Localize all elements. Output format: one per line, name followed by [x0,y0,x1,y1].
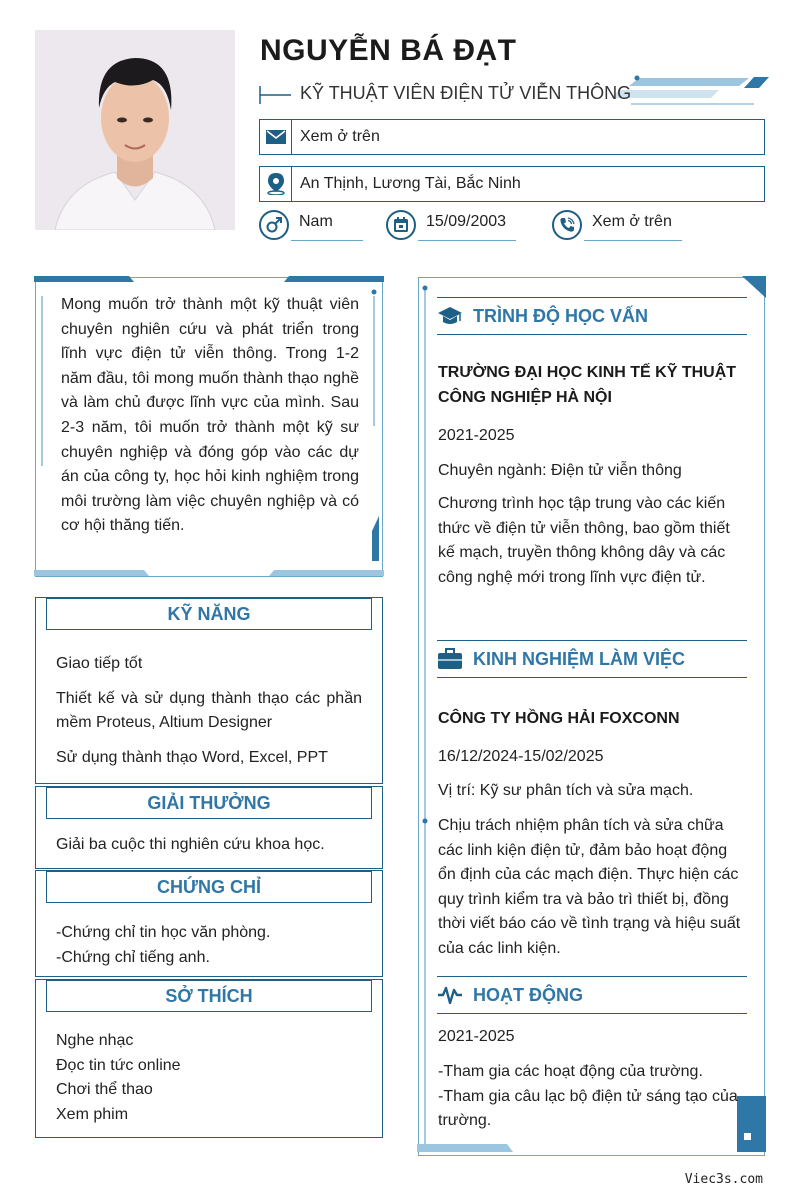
gender-underline [291,240,363,241]
school-name: TRƯỜNG ĐẠI HỌC KINH TẾ KỸ THUẬT CÔNG NGHIỆP HÀ NỘI [438,364,737,406]
certificates-list [56,921,362,970]
birthday-item [386,210,506,240]
skills-section [35,597,383,784]
hobbies-heading: SỞ THÍCH [46,980,372,1012]
graduation-cap-icon [437,305,463,327]
phone-icon [552,210,582,240]
phone-value: Xem ở trên [592,213,672,230]
activity-item: -Tham gia các hoạt động của trường. [438,1063,703,1080]
hobby-item: Nghe nhạc [56,1032,134,1049]
email-row [259,119,765,155]
email-icon [260,120,292,154]
awards-section [35,786,383,869]
certificate-item: -Chứng chỉ tiếng anh. [56,948,210,966]
phone-item [552,210,672,240]
gender-icon [259,210,289,240]
address-row [259,166,765,202]
education-major: Chuyên ngành: Điện tử viễn thông [438,462,682,479]
education-period: 2021-2025 [438,427,515,444]
skill-item: Giao tiếp tốt [56,655,143,672]
hobby-item: Đọc tin tức online [56,1056,181,1074]
hobby-item: Chơi thể thao [56,1081,153,1099]
hobby-item: Xem phim [56,1105,129,1123]
activity-pulse-icon [437,984,463,1006]
skills-list [56,652,362,770]
footer-watermark: Viec3s.com [684,1172,763,1187]
skill-item: Sử dụng thành thạo Word, Excel, PPT [56,748,328,766]
birthday-value: 15/09/2003 [426,213,507,230]
profile-photo [35,30,235,230]
activities-title: HOẠT ĐỘNG [473,984,583,1005]
activity-item: -Tham gia câu lạc bộ điện tử sáng tạo của trường. [438,1087,738,1130]
career-objective-card [35,277,383,577]
experience-title: KINH NGHIỆM LÀM VIỆC [473,648,686,669]
education-heading [437,297,747,335]
activities-period: 2021-2025 [438,1028,515,1045]
email-value: Xem ở trên [300,128,380,145]
certificates-section [35,870,383,977]
skill-item: Thiết kế và sử dụng thành thạo các phần mềm Proteus, Altium Designer [56,689,362,732]
skills-heading: KỸ NĂNG [46,598,372,630]
calendar-icon [386,210,416,240]
experience-description: Chịu trách nhiệm phân tích và sửa chữa các linh kiện điện tử, đảm bảo hoạt động ổn định của các mạch điện. Thực hiện các quy trình kiểm tra và bảo trì thiết bị, đồng thời viết báo cáo về tình trạng và hiệu suất của các linh kiện. [438,817,741,957]
certificate-item: -Chứng chỉ tin học văn phòng. [56,924,271,941]
candidate-name: NGUYỄN BÁ ĐẠT [260,34,517,67]
birthday-underline [418,240,516,241]
gender-item [259,210,333,240]
awards-heading: GIẢI THƯỞNG [46,787,372,819]
company-name: CÔNG TY HỒNG HẢI FOXCONN [438,710,680,727]
location-pin-icon [260,167,292,201]
experience-heading [437,640,747,678]
hobbies-list [56,1029,362,1127]
education-description: Chương trình học tập trung vào các kiến thức về điện tử viễn thông, bao gồm thiết kế mạch, truyền thông không dây và các công nghệ mới trong lĩnh vực điện tử. [438,495,730,586]
experience-position: Vị trí: Kỹ sư phân tích và sửa mạch. [438,782,694,799]
activities-heading [437,976,747,1014]
phone-underline [584,240,682,241]
education-title: TRÌNH ĐỘ HỌC VẤN [473,305,648,326]
certificates-heading: CHỨNG CHỈ [46,871,372,903]
activities-list [438,1060,748,1134]
objective-text: Mong muốn trở thành một kỹ thuật viên chuyên nghiên cứu và phát triển trong lĩnh vực điện tử viễn thông. Trong 1-2 năm đầu, tôi mong muốn thành thạo nghề và làm chủ được lĩnh vực của mình. Sau 2-3 năm, tôi muốn trở thành một kỹ sư chuyên nghiệp và đóng góp vào các dự án của công ty, học hỏi kinh nghiệm trong môi trường làm việc chuyên nghiệp và có cơ hội thăng tiến. [61,296,359,535]
job-title: KỸ THUẬT VIÊN ĐIỆN TỬ VIỄN THÔNG [300,83,632,103]
experience-period: 16/12/2024-15/02/2025 [438,748,604,765]
right-column [418,277,765,1156]
briefcase-icon [437,648,463,670]
award-item: Giải ba cuộc thi nghiên cứu khoa học. [56,836,325,853]
gender-value: Nam [299,213,333,230]
address-value: An Thịnh, Lương Tài, Bắc Ninh [300,175,521,192]
hobbies-section [35,979,383,1138]
